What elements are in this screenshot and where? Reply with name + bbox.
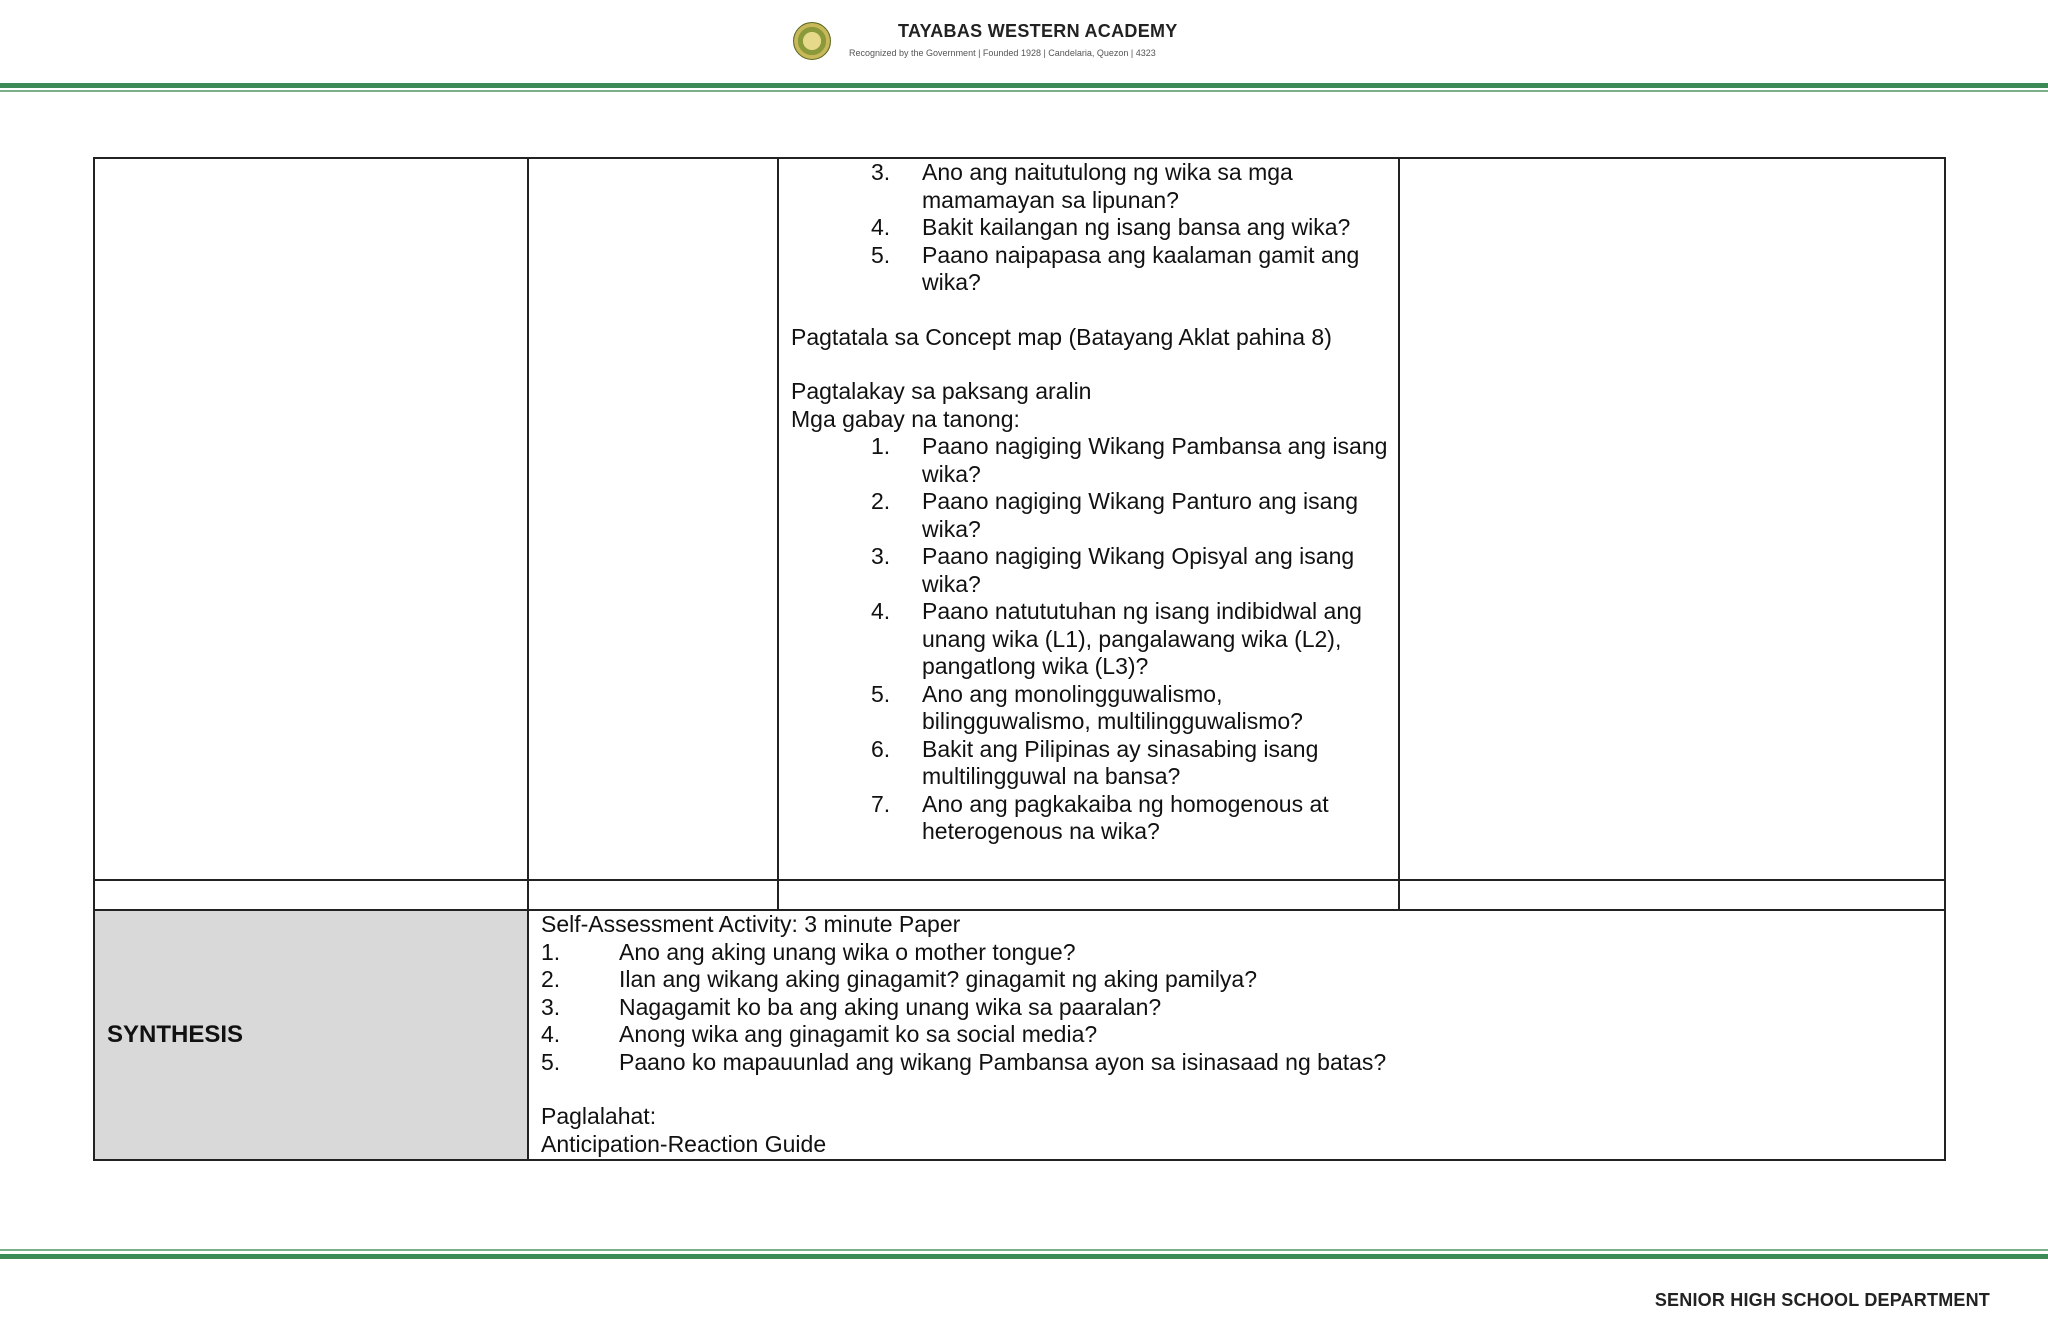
list-item: 4. Paano natututuhan ng isang indibidwal ang unang wika (L1), pangalawang wika (L2), pangatlong wika (L3)?	[871, 598, 1362, 679]
table-row	[94, 910, 1945, 1160]
list-item: 2. Ilan ang wikang aking ginagamit? ginagamit ng aking pamilya?	[541, 966, 1258, 992]
page-header	[0, 0, 2048, 95]
list-item: 2. Paano nagiging Wikang Panturo ang isang wika?	[871, 488, 1359, 542]
questions-list-top	[791, 159, 1388, 297]
table-row	[94, 158, 1945, 880]
table-cell	[528, 158, 778, 880]
list-item: 3. Paano nagiging Wikang Opisyal ang isang wika?	[871, 543, 1355, 597]
header-rule-thin	[0, 90, 2048, 92]
guide-questions-label: Mga gabay na tanong:	[791, 405, 1020, 432]
department-name: SENIOR HIGH SCHOOL DEPARTMENT	[1654, 1290, 1990, 1310]
list-item: 3. Ano ang naitutulong ng wika sa mga mamamayan sa lipunan?	[871, 159, 1293, 213]
table-cell	[778, 880, 1399, 910]
school-subtitle: Recognized by the Government | Founded 1928 | Candelaria, Quezon | 4323	[849, 48, 1156, 58]
table-cell	[528, 880, 778, 910]
school-seal-icon	[793, 22, 831, 60]
concept-map-text: Pagtatala sa Concept map (Batayang Aklat pahina 8)	[791, 323, 1332, 350]
list-item: 4. Anong wika ang ginagamit ko sa social media?	[541, 1021, 1098, 1047]
footer-rule-thin	[0, 1249, 2048, 1251]
synthesis-list	[541, 939, 1932, 1077]
list-item: 1. Paano nagiging Wikang Pambansa ang isang wika?	[871, 433, 1388, 487]
guide-questions-list	[791, 433, 1388, 846]
generalization-text: Anticipation-Reaction Guide	[541, 1130, 827, 1157]
synthesis-cell	[528, 910, 1945, 1160]
list-item: 6. Bakit ang Pilipinas ay sinasabing isang multilingguwal na bansa?	[871, 735, 1319, 789]
school-name: TAYABAS WESTERN ACADEMY	[898, 21, 1178, 41]
list-item: 3. Nagagamit ko ba ang aking unang wika sa paaralan?	[541, 993, 1162, 1020]
list-item: 5. Paano ko mapauunlad ang wikang Pambansa ayon sa isinasaad ng batas?	[541, 1048, 1387, 1075]
lesson-plan-table	[93, 157, 1946, 1161]
header-rule	[0, 83, 2048, 88]
table-cell	[1399, 158, 1945, 880]
table-cell	[1399, 880, 1945, 910]
procedure-cell	[778, 158, 1399, 880]
list-item: 5. Ano ang monolingguwalismo, bilingguwalismo, multilingguwalismo?	[871, 680, 1303, 734]
table-cell	[94, 880, 528, 910]
list-item: 4. Bakit kailangan ng isang bansa ang wika?	[871, 214, 1351, 240]
list-item: 7. Ano ang pagkakaiba ng homogenous at heterogenous na wika?	[871, 790, 1329, 844]
discussion-text: Pagtalakay sa paksang aralin	[791, 378, 1092, 404]
table-cell	[94, 158, 528, 880]
synthesis-label: SYNTHESIS	[94, 910, 528, 1160]
list-item: 1. Ano ang aking unang wika o mother tongue?	[541, 938, 1076, 965]
table-row	[94, 880, 1945, 910]
list-item: 5. Paano naipapasa ang kaalaman gamit ang wika?	[871, 241, 1360, 295]
generalization-label: Paglalahat:	[541, 1103, 657, 1129]
footer-rule	[0, 1254, 2048, 1259]
synthesis-activity: Self-Assessment Activity: 3 minute Paper	[541, 911, 961, 937]
